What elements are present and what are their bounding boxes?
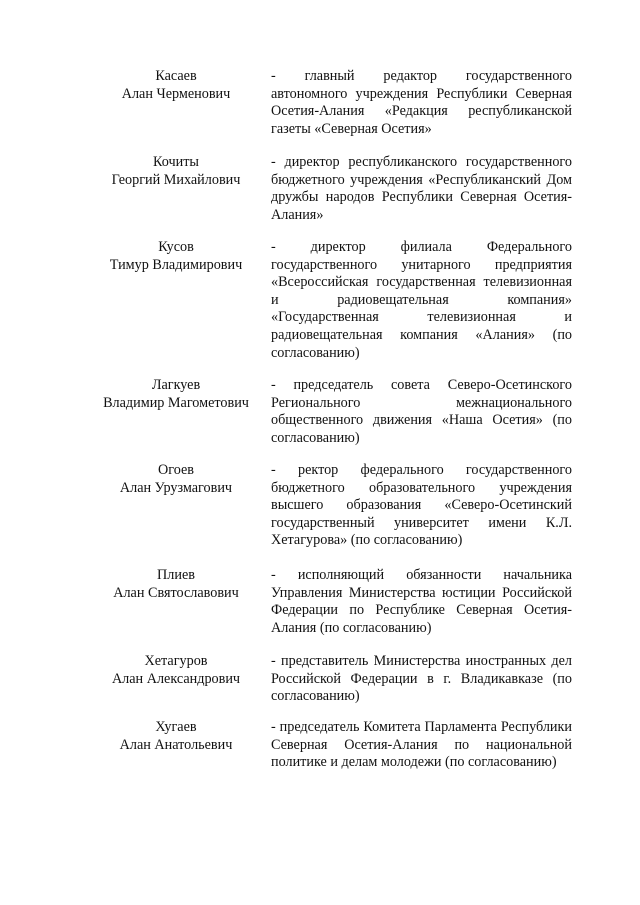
member-given-names: Георгий Михайлович	[111, 171, 241, 188]
member-position: - директор филиала Федерального государственного унитарного предприятия «Всероссийская государственная телевизионная и радиовещательная компания» «Государственная телевизионная и радиовещательная компания «Алания» (по согласованию)	[271, 239, 572, 361]
member-given-names: Тимур Владимирович	[109, 256, 243, 273]
member-given-names: Владимир Магометович	[103, 394, 249, 411]
member-position: - председатель совета Северо-Осетинского Регионального межнационального общественного движения «Наша Осетия» (по согласованию)	[271, 377, 572, 446]
member-given-names: Алан Анатольевич	[119, 736, 233, 753]
member-surname: Плиев	[157, 567, 195, 583]
member-name	[96, 68, 256, 103]
member-name	[96, 462, 256, 497]
member-surname: Кусов	[158, 239, 194, 255]
member-given-names: Алан Святославович	[113, 584, 239, 601]
member-name	[96, 239, 256, 274]
member-surname: Хугаев	[155, 719, 197, 735]
member-name	[96, 154, 256, 189]
member-surname: Лагкуев	[151, 377, 201, 393]
member-position: - директор республиканского государственного бюджетного учреждения «Республиканский Дом дружбы народов Республики Северная Осетия-Алания»	[271, 154, 572, 223]
member-surname: Кочиты	[153, 154, 199, 170]
member-position: - представитель Министерства иностранных дел Российской Федерации в г. Владикавказе (по согласованию)	[271, 653, 572, 705]
member-name	[96, 719, 256, 754]
member-surname: Огоев	[158, 462, 194, 478]
member-name	[96, 377, 256, 412]
member-surname: Касаев	[155, 68, 197, 84]
member-name	[96, 567, 256, 602]
member-position: - исполняющий обязанности начальника Управления Министерства юстиции Российской Федерации по Республике Северная Осетия-Алания (по согласованию)	[271, 567, 572, 636]
member-given-names: Алан Черменович	[121, 85, 231, 102]
member-position: - председатель Комитета Парламента Республики Северная Осетия-Алания по национальной политике и делам молодежи (по согласованию)	[271, 719, 572, 771]
member-surname: Хетагуров	[144, 653, 208, 669]
member-position: - ректор федерального государственного бюджетного образовательного учреждения высшего образования «Северо-Осетинский государственный университет имени К.Л. Хетагурова» (по согласованию)	[271, 462, 572, 549]
member-given-names: Алан Александрович	[111, 670, 241, 687]
member-position: - главный редактор государственного автономного учреждения Республики Северная Осетия-Алания «Редакция республиканской газеты «Северная Осетия»	[271, 68, 572, 137]
member-name	[96, 653, 256, 688]
member-given-names: Алан Урузмагович	[119, 479, 233, 496]
